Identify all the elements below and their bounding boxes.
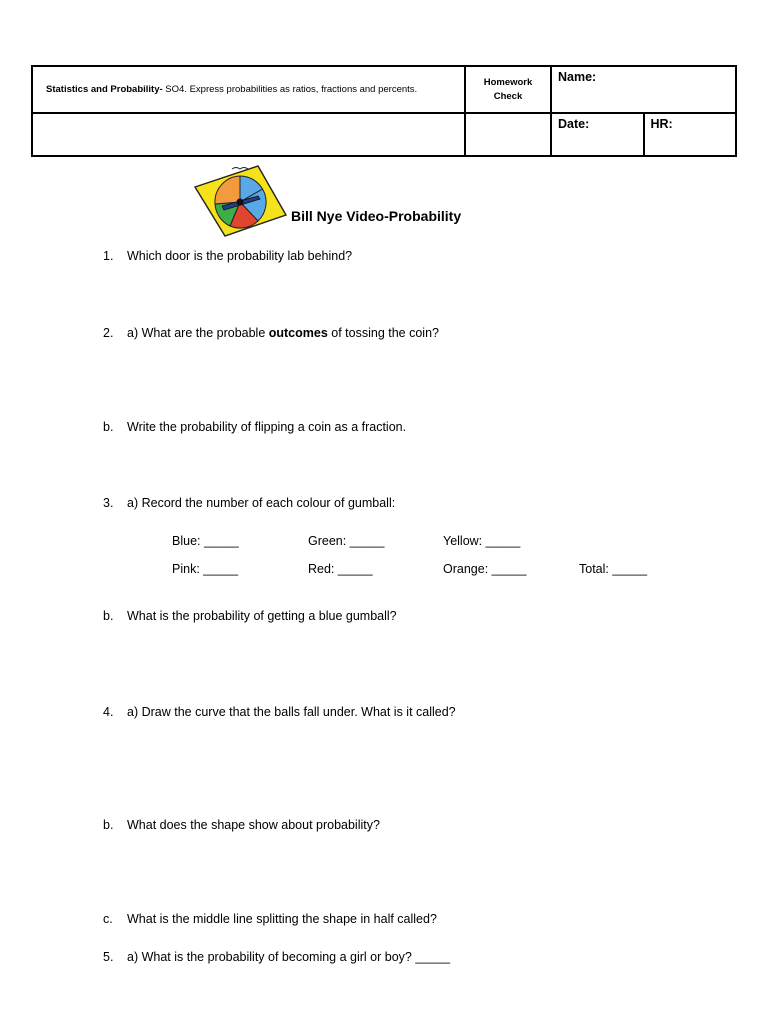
question-number: b. — [103, 818, 114, 832]
question-text: What is the middle line splitting the shape in half called? — [127, 912, 437, 926]
standard-bold: Statistics and Probability- — [46, 84, 163, 95]
question-number: 1. — [103, 249, 114, 263]
hr-label: HR: — [644, 113, 737, 156]
question-text: a) What are the probable outcomes of tossing the coin? — [127, 326, 439, 340]
question-text: a) Draw the curve that the balls fall under. What is it called? — [127, 705, 456, 719]
gumball-blue-field[interactable]: Blue: _____ — [172, 534, 239, 548]
homework-line1: Homework — [483, 76, 533, 88]
question-text: Which door is the probability lab behind? — [127, 249, 353, 263]
question-number: b. — [103, 420, 114, 434]
spinner-logo-icon — [192, 162, 290, 238]
question-number: 2. — [103, 326, 114, 340]
question-text: Write the probability of flipping a coin as a fraction. — [127, 420, 407, 434]
homework-blank-cell — [465, 113, 551, 156]
date-label: Date: — [551, 113, 644, 156]
standard-text: SO4. Express probabilities as ratios, fractions and percents. — [162, 84, 418, 95]
standard-blank-cell — [32, 113, 465, 156]
gumball-green-field[interactable]: Green: _____ — [308, 534, 385, 548]
gumball-red-field[interactable]: Red: _____ — [308, 562, 373, 576]
question-text: What does the shape show about probability? — [127, 818, 380, 832]
question-number: 3. — [103, 496, 114, 510]
question-number: 5. — [103, 950, 114, 964]
homework-line2: Check — [493, 90, 523, 102]
question-number: 4. — [103, 705, 114, 719]
outcomes-emphasis: outcomes — [268, 326, 328, 340]
gumball-orange-field[interactable]: Orange: _____ — [443, 562, 527, 576]
question-text: a) Record the number of each colour of gumball: — [127, 496, 396, 510]
question-text: What is the probability of getting a blue gumball? — [127, 609, 397, 623]
question-number: b. — [103, 609, 114, 623]
header-table — [31, 65, 737, 157]
gumball-yellow-field[interactable]: Yellow: _____ — [443, 534, 521, 548]
question-text: a) What is the probability of becoming a girl or boy? _____ — [127, 950, 451, 964]
homework-check-cell — [465, 66, 551, 113]
gumball-pink-field[interactable]: Pink: _____ — [172, 562, 239, 576]
question-number: c. — [103, 912, 113, 926]
standard-cell — [32, 66, 465, 113]
gumball-total-field[interactable]: Total: _____ — [579, 562, 648, 576]
name-label: Name: — [551, 66, 736, 113]
worksheet-title: Bill Nye Video-Probability — [291, 208, 462, 224]
